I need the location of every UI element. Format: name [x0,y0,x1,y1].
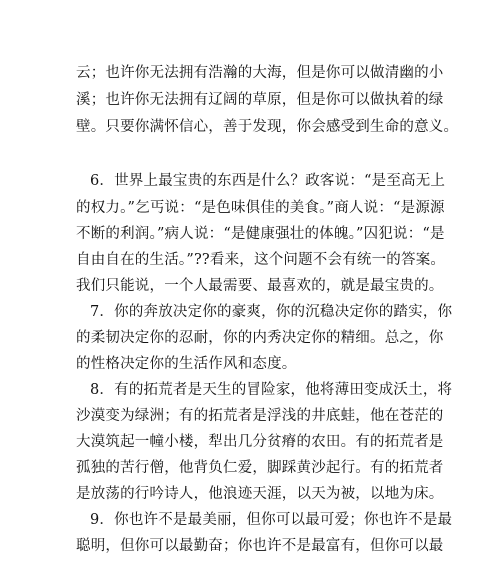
text-line: 沙漠变为绿洲；有的拓荒者是浮浅的井底蛙，他在苍茫的 [76,408,444,424]
paragraph-8-line: 8．有的拓荒者是天生的冒险家，他将薄田变成沃土，将 [90,382,453,398]
paragraph-7-line: 7．你的奔放决定你的豪爽，你的沉稳决定你的踏实，你 [90,304,453,320]
text-line: 壁。只要你满怀信心，善于发现，你会感受到生命的意义。 [76,119,459,135]
text-line: 云；也许你无法拥有浩瀚的大海，但是你可以做清幽的小 [76,65,444,81]
text-line: 我们只能说，一个人最需要、最喜欢的，就是最宝贵的。 [76,278,444,294]
text-line: 孤独的苦行僧，他背负仁爱，脚踩黄沙起行。有的拓荒者 [76,460,444,476]
text-line: 的柔韧决定你的忍耐，你的内秀决定你的精细。总之，你 [76,330,444,346]
paragraph-9-line: 9．你也许不是最美丽，但你可以最可爱；你也许不是最 [90,512,453,528]
text-line: 的权力。”乞丐说：“是色味俱佳的美食。”商人说：“是源源 [76,200,445,216]
text-line: 自由自在的生活。”??看来，这个问题不会有统一的答案。 [76,252,446,268]
text-line: 的性格决定你的生活作风和态度。 [76,356,297,372]
text-line: 不断的利润。”病人说：“是健康强壮的体魄。”囚犯说：“是 [76,226,445,242]
text-line: 聪明，但你可以最勤奋；你也许不是最富有，但你可以最 [76,538,444,554]
text-line: 大漠筑起一幢小楼，犁出几分贫瘠的农田。有的拓荒者是 [76,434,444,450]
paragraph-6-line: 6．世界上最宝贵的东西是什么？政客说：“是至高无上 [90,173,446,189]
text-line: 是放荡的行吟诗人，他浪迹天涯，以天为被，以地为床。 [76,486,444,502]
text-line: 溪；也许你无法拥有辽阔的草原，但是你可以做执着的绿 [76,92,444,108]
